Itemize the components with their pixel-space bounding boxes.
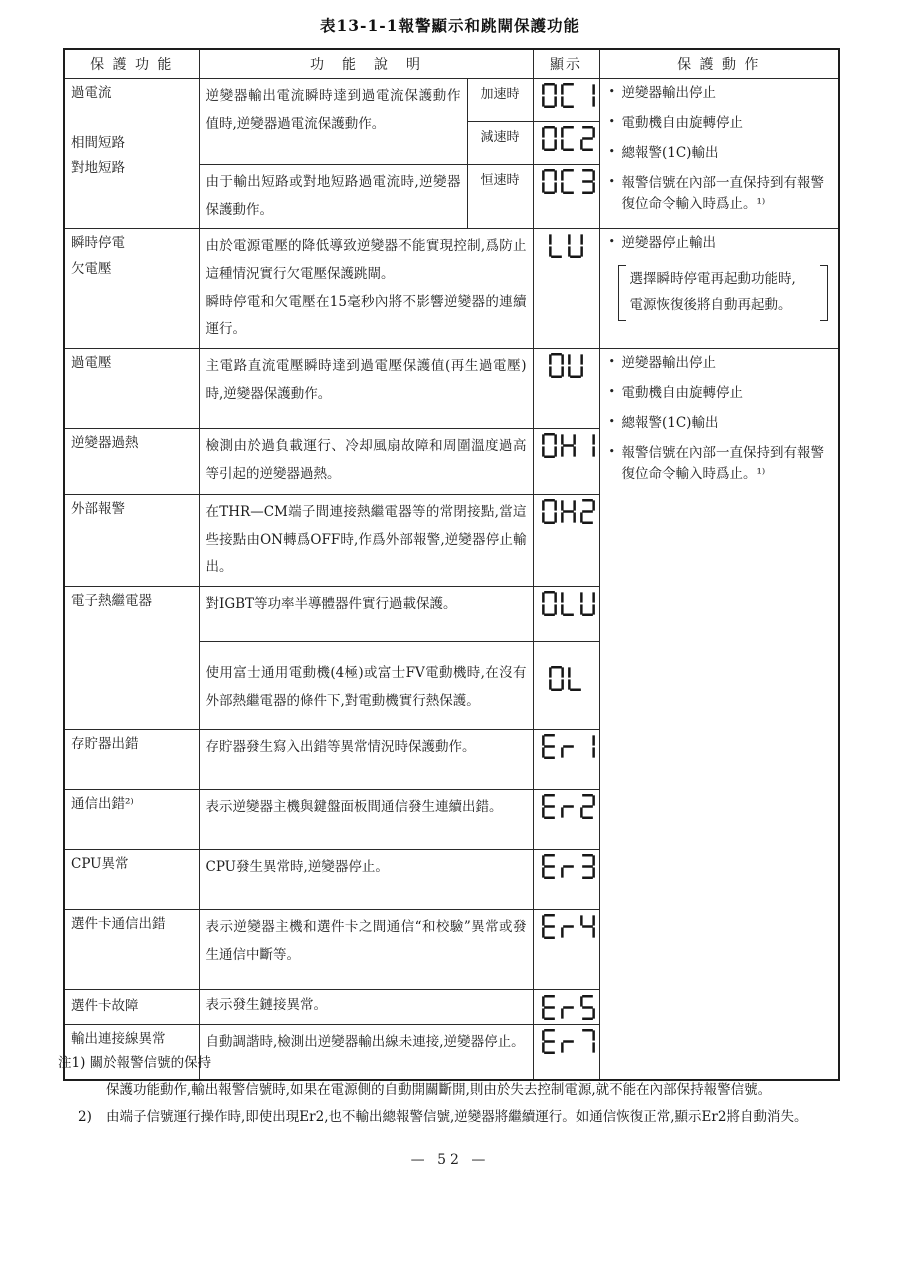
undervoltage-desc-p1: 由於電源電壓的降低導致逆變器不能實現控制,爲防止這種情況實行欠電壓保護跳閘。 <box>205 238 527 283</box>
cell-shared-actions <box>599 349 839 1080</box>
display-code-er2 <box>533 790 599 850</box>
sublabel-accelerating: 加速時 <box>467 79 533 122</box>
action-item: • 總報警(1C)輸出 <box>606 143 833 164</box>
display-code-oh2 <box>533 495 599 587</box>
cell-overcurrent-labels <box>64 79 199 229</box>
display-code-er3 <box>533 850 599 910</box>
header-display: 顯示 <box>533 49 599 79</box>
footnote-1-body: 保護功能動作,輸出報警信號時,如果在電源側的自動開關斷開,則由於失去控制電源,就不能在內部保持報警信號。 <box>106 1082 772 1098</box>
cell-comm-error-desc: 表示逆變器主機與鍵盤面板間通信發生連續出錯。 <box>199 790 533 850</box>
cell-option-fault-desc: 表示發生鏈接異常。 <box>199 990 533 1025</box>
cell-memory-error-desc: 存貯器發生寫入出錯等異常情況時保護動作。 <box>199 730 533 790</box>
display-code-ou <box>533 349 599 429</box>
label-inverter-overheat: 逆變器過熱 <box>64 429 199 495</box>
display-code-er4 <box>533 910 599 990</box>
label-external-alarm: 外部報警 <box>64 495 199 587</box>
footnote-2 <box>58 1104 864 1131</box>
cell-undervoltage-desc <box>199 229 533 349</box>
display-code-lu <box>533 229 599 349</box>
cell-option-comm-error-desc: 表示逆變器主機和選件卡之間通信“和校驗”異常或發生通信中斷等。 <box>199 910 533 990</box>
cell-overcurrent-desc2: 由于輸出短路或對地短路過電流時,逆變器保護動作。 <box>199 165 467 229</box>
label-cpu-error: CPU異常 <box>64 850 199 910</box>
footnote-2-marker: 2) <box>78 1109 92 1125</box>
restart-note <box>618 263 829 322</box>
table-row <box>64 79 839 122</box>
action-item: • 總報警(1C)輸出 <box>606 413 833 434</box>
table-row <box>64 349 839 429</box>
display-code-oc2 <box>533 122 599 165</box>
label-comm-error: 通信出錯²⁾ <box>64 790 199 850</box>
label-output-wire: 輸出連接線異常 <box>64 1025 199 1080</box>
header-protection-action: 保 護 動 作 <box>599 49 839 79</box>
cell-cpu-error-desc: CPU發生異常時,逆變器停止。 <box>199 850 533 910</box>
undervoltage-desc-p2: 瞬時停電和欠電壓在15毫秒內將不影響逆變器的連續運行。 <box>205 293 527 338</box>
label-undervoltage: 欠電壓 <box>71 260 112 277</box>
display-code-oh1 <box>533 429 599 495</box>
display-code-oc3 <box>533 165 599 229</box>
footnotes <box>58 1050 864 1131</box>
cell-electronic-thermal-desc2: 使用富士通用電動機(4極)或富士FV電動機時,在沒有外部熱繼電器的條件下,對電動機實行熱保護。 <box>199 642 533 730</box>
cell-external-alarm-desc: 在THR—CM端子間連接熱繼電器等的常閉接點,當這些接點由ON轉爲OFF時,作爲外部報警,逆變器停止輸出。 <box>199 495 533 587</box>
label-phase-short: 相間短路 <box>71 134 125 151</box>
action-item: • 逆變器輸出停止 <box>606 353 833 374</box>
display-code-ol <box>533 642 599 730</box>
display-code-er5 <box>533 990 599 1025</box>
footnote-1-heading <box>58 1050 864 1077</box>
cell-overheat-desc: 檢測由於過負載運行、冷却風扇故障和周圍溫度過高等引起的逆變器過熱。 <box>199 429 533 495</box>
cell-undervoltage-actions <box>599 229 839 349</box>
cell-overvoltage-desc: 主電路直流電壓瞬時達到過電壓保護值(再生過電壓)時,逆變器保護動作。 <box>199 349 533 429</box>
header-row <box>64 49 839 79</box>
sublabel-decelerating: 減速時 <box>467 122 533 165</box>
header-protection-function: 保 護 功 能 <box>64 49 199 79</box>
label-momentary-power-failure: 瞬時停電 <box>71 235 125 252</box>
protection-function-table <box>63 48 840 1081</box>
display-code-er1 <box>533 730 599 790</box>
sublabel-constant-speed: 恒速時 <box>467 165 533 229</box>
label-ground-short: 對地短路 <box>71 160 125 177</box>
label-memory-error: 存貯器出錯 <box>64 730 199 790</box>
display-code-oc1 <box>533 79 599 122</box>
label-overcurrent: 過電流 <box>71 85 112 101</box>
label-electronic-thermal: 電子熱繼電器 <box>64 587 199 730</box>
action-item: • 報警信號在內部一直保持到有報警復位命令輸入時爲止。¹⁾ <box>606 443 833 485</box>
restart-note-line2: 電源恢復後將自動再起動。 <box>629 296 792 313</box>
label-option-comm-error: 選件卡通信出錯 <box>64 910 199 990</box>
action-item: • 報警信號在內部一直保持到有報警復位命令輸入時爲止。¹⁾ <box>606 173 833 215</box>
cell-overcurrent-desc1: 逆變器輸出電流瞬時達到過電流保護動作值時,逆變器過電流保護動作。 <box>199 79 467 165</box>
page-number: — 52 — <box>410 1152 490 1168</box>
cell-undervoltage-labels <box>64 229 199 349</box>
display-code-olu <box>533 587 599 642</box>
cell-electronic-thermal-desc1: 對IGBT等功率半導體器件實行過載保護。 <box>199 587 533 642</box>
cell-overcurrent-actions <box>599 79 839 229</box>
cell-output-wire-desc: 自動調諧時,檢測出逆變器輸出線未連接,逆變器停止。 <box>199 1025 533 1080</box>
table-row <box>64 229 839 349</box>
action-item: • 逆變器輸出停止 <box>606 83 833 104</box>
label-option-fault: 選件卡故障 <box>64 990 199 1025</box>
action-item: • 電動機自由旋轉停止 <box>606 113 833 134</box>
action-item: • 逆變器停止輸出 <box>606 233 833 254</box>
footnote-2-body: 由端子信號運行操作時,即使出現Er2,也不輸出總報警信號,逆變器將繼續運行。如通信恢復正常,顯示Er2將自動消失。 <box>106 1109 808 1125</box>
label-overvoltage: 過電壓 <box>64 349 199 429</box>
header-function-description: 功 能 說 明 <box>199 49 533 79</box>
footnote-1-marker: 注1) <box>58 1055 86 1071</box>
action-item: • 電動機自由旋轉停止 <box>606 383 833 404</box>
footnote-1-title: 關於報警信號的保持 <box>89 1055 212 1071</box>
restart-note-line1: 選擇瞬時停電再起動功能時, <box>629 271 796 288</box>
table-title: 表13-1-1報警顯示和跳閘保護功能 <box>319 16 580 35</box>
